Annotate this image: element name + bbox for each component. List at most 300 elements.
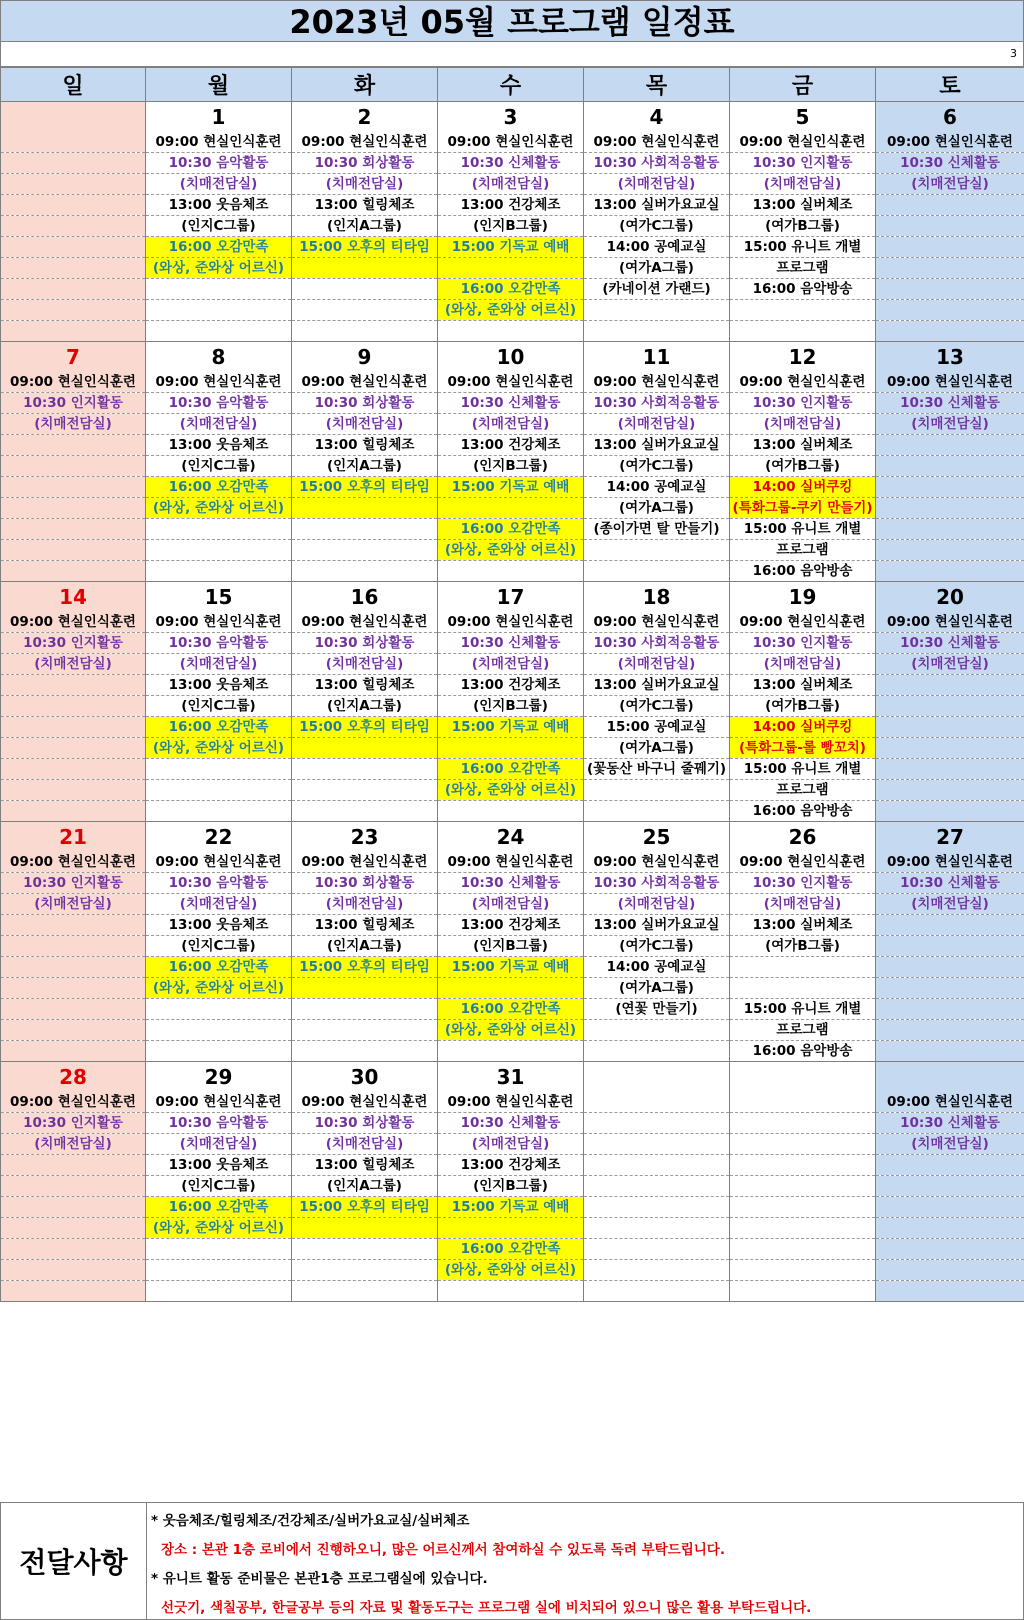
activity-cell-thu xyxy=(584,1176,730,1197)
activity-row xyxy=(1,1041,1024,1062)
activity-row xyxy=(1,894,1024,915)
activity-cell-thu xyxy=(584,1239,730,1260)
activity-row xyxy=(1,1281,1024,1302)
activity-cell-tue: 09:00 현실인식훈련 xyxy=(292,852,438,873)
activity-cell-sat: 10:30 신체활동 xyxy=(876,633,1024,654)
activity-cell-sat xyxy=(876,1281,1024,1302)
activity-cell-fri: 10:30 인지활동 xyxy=(730,393,876,414)
activity-row xyxy=(1,873,1024,894)
activity-cell-wed xyxy=(438,498,584,519)
activity-row xyxy=(1,654,1024,675)
activity-cell-fri: 16:00 음악방송 xyxy=(730,801,876,822)
activity-cell-tue xyxy=(292,498,438,519)
activity-cell-tue: (치매전담실) xyxy=(292,1134,438,1155)
activity-cell-sun xyxy=(1,477,146,498)
activity-cell-sat xyxy=(876,1176,1024,1197)
weekday-thu: 목 xyxy=(584,68,730,102)
activity-cell-thu: 10:30 사회적응활동 xyxy=(584,153,730,174)
page-number: 3 xyxy=(0,42,1024,67)
activity-cell-wed: 16:00 오감만족 xyxy=(438,1239,584,1260)
activity-cell-tue xyxy=(292,801,438,822)
activity-cell-fri: 15:00 유니트 개별 xyxy=(730,999,876,1020)
activity-cell-wed: (인지B그룹) xyxy=(438,936,584,957)
activity-cell-fri: 프로그램 xyxy=(730,258,876,279)
activity-cell-thu: 13:00 실버가요교실 xyxy=(584,435,730,456)
activity-cell-wed: (와상, 준와상 어르신) xyxy=(438,1260,584,1281)
activity-cell-fri: 13:00 실버체조 xyxy=(730,195,876,216)
activity-cell-sun xyxy=(1,675,146,696)
activity-cell-sat: 10:30 신체활동 xyxy=(876,153,1024,174)
activity-row xyxy=(1,717,1024,738)
date-row xyxy=(1,822,1024,853)
activity-cell-sat xyxy=(876,456,1024,477)
date-cell-tue: 23 xyxy=(292,822,438,853)
activity-cell-mon: (인지C그룹) xyxy=(146,696,292,717)
activity-cell-fri: 16:00 음악방송 xyxy=(730,561,876,582)
activity-cell-wed: 09:00 현실인식훈련 xyxy=(438,612,584,633)
activity-cell-tue: 09:00 현실인식훈련 xyxy=(292,1092,438,1113)
activity-cell-fri xyxy=(730,321,876,342)
activity-row xyxy=(1,174,1024,195)
date-cell-sat: 27 xyxy=(876,822,1024,853)
activity-cell-wed: 15:00 기독교 예배 xyxy=(438,1197,584,1218)
activity-cell-thu: (치매전담실) xyxy=(584,174,730,195)
activity-cell-tue: 09:00 현실인식훈련 xyxy=(292,132,438,153)
activity-row xyxy=(1,300,1024,321)
date-cell-tue: 9 xyxy=(292,342,438,373)
activity-cell-tue: (치매전담실) xyxy=(292,654,438,675)
activity-row xyxy=(1,675,1024,696)
activity-cell-tue: (치매전담실) xyxy=(292,174,438,195)
schedule-calendar xyxy=(0,67,1024,1302)
notes-label: 전달사항 xyxy=(1,1503,147,1619)
activity-cell-fri xyxy=(730,1113,876,1134)
date-cell-sat: 20 xyxy=(876,582,1024,613)
activity-cell-sat xyxy=(876,936,1024,957)
activity-cell-tue: (인지A그룹) xyxy=(292,936,438,957)
activity-cell-fri: 프로그램 xyxy=(730,1020,876,1041)
activity-row xyxy=(1,780,1024,801)
activity-cell-thu xyxy=(584,1218,730,1239)
activity-cell-fri: 16:00 음악방송 xyxy=(730,279,876,300)
activity-row xyxy=(1,519,1024,540)
activity-cell-mon: (와상, 준와상 어르신) xyxy=(146,738,292,759)
date-cell-wed: 3 xyxy=(438,102,584,133)
activity-cell-mon xyxy=(146,780,292,801)
activity-row xyxy=(1,1113,1024,1134)
date-cell-tue: 30 xyxy=(292,1062,438,1093)
activity-cell-sun xyxy=(1,1155,146,1176)
activity-cell-mon: 09:00 현실인식훈련 xyxy=(146,612,292,633)
activity-cell-wed: 10:30 신체활동 xyxy=(438,873,584,894)
activity-cell-sat: 09:00 현실인식훈련 xyxy=(876,132,1024,153)
activity-cell-wed: (인지B그룹) xyxy=(438,216,584,237)
activity-row xyxy=(1,321,1024,342)
date-row xyxy=(1,1062,1024,1093)
activity-cell-wed: (인지B그룹) xyxy=(438,696,584,717)
activity-cell-fri: (치매전담실) xyxy=(730,654,876,675)
activity-row xyxy=(1,372,1024,393)
activity-row xyxy=(1,132,1024,153)
activity-cell-fri: (치매전담실) xyxy=(730,894,876,915)
activity-row xyxy=(1,999,1024,1020)
activity-row xyxy=(1,957,1024,978)
activity-row xyxy=(1,936,1024,957)
activity-cell-fri: 10:30 인지활동 xyxy=(730,873,876,894)
activity-cell-wed: (치매전담실) xyxy=(438,1134,584,1155)
note-line-3: * 유니트 활동 준비물은 본관1층 프로그램실에 있습니다. xyxy=(151,1571,488,1587)
activity-cell-tue: 15:00 오후의 티타임 xyxy=(292,477,438,498)
activity-cell-sun xyxy=(1,1260,146,1281)
activity-cell-tue xyxy=(292,300,438,321)
activity-cell-tue: 13:00 힐링체조 xyxy=(292,915,438,936)
activity-row xyxy=(1,216,1024,237)
activity-cell-mon xyxy=(146,1020,292,1041)
activity-cell-sun xyxy=(1,216,146,237)
activity-cell-fri: 프로그램 xyxy=(730,540,876,561)
activity-cell-wed: (인지B그룹) xyxy=(438,1176,584,1197)
activity-cell-wed: (치매전담실) xyxy=(438,174,584,195)
activity-cell-fri xyxy=(730,1218,876,1239)
activity-cell-thu: (여가A그룹) xyxy=(584,258,730,279)
date-cell-sun: 7 xyxy=(1,342,146,373)
activity-cell-sun xyxy=(1,195,146,216)
activity-cell-mon: (치매전담실) xyxy=(146,654,292,675)
activity-cell-mon: 13:00 웃음체조 xyxy=(146,195,292,216)
activity-cell-sat xyxy=(876,519,1024,540)
activity-cell-mon: 16:00 오감만족 xyxy=(146,957,292,978)
activity-cell-tue xyxy=(292,540,438,561)
date-row xyxy=(1,582,1024,613)
activity-cell-thu xyxy=(584,780,730,801)
activity-cell-wed: (치매전담실) xyxy=(438,894,584,915)
activity-cell-wed: 13:00 건강체조 xyxy=(438,1155,584,1176)
activity-cell-sun: 09:00 현실인식훈련 xyxy=(1,372,146,393)
activity-cell-wed xyxy=(438,1281,584,1302)
date-cell-mon: 8 xyxy=(146,342,292,373)
activity-cell-wed: 09:00 현실인식훈련 xyxy=(438,852,584,873)
activity-cell-tue xyxy=(292,759,438,780)
activity-cell-wed xyxy=(438,738,584,759)
activity-cell-sat xyxy=(876,258,1024,279)
activity-cell-wed: 10:30 신체활동 xyxy=(438,1113,584,1134)
activity-cell-thu: 10:30 사회적응활동 xyxy=(584,633,730,654)
date-cell-thu: 4 xyxy=(584,102,730,133)
activity-cell-thu: 15:00 공예교실 xyxy=(584,717,730,738)
activity-cell-fri: 프로그램 xyxy=(730,780,876,801)
activity-cell-tue xyxy=(292,1239,438,1260)
activity-cell-sat xyxy=(876,498,1024,519)
activity-cell-mon: 10:30 음악활동 xyxy=(146,633,292,654)
activity-row xyxy=(1,393,1024,414)
activity-cell-tue xyxy=(292,258,438,279)
activity-cell-tue: 13:00 힐링체조 xyxy=(292,195,438,216)
activity-cell-wed xyxy=(438,1041,584,1062)
activity-cell-sat: 09:00 현실인식훈련 xyxy=(876,1092,1024,1113)
activity-cell-thu: 13:00 실버가요교실 xyxy=(584,195,730,216)
activity-cell-wed: 10:30 신체활동 xyxy=(438,153,584,174)
activity-cell-fri: 09:00 현실인식훈련 xyxy=(730,852,876,873)
activity-cell-sun xyxy=(1,1218,146,1239)
activity-cell-mon: (치매전담실) xyxy=(146,1134,292,1155)
activity-cell-thu xyxy=(584,1092,730,1113)
activity-row xyxy=(1,498,1024,519)
activity-cell-fri xyxy=(730,1281,876,1302)
activity-row xyxy=(1,153,1024,174)
activity-cell-fri: 15:00 유니트 개별 xyxy=(730,237,876,258)
activity-cell-thu: (치매전담실) xyxy=(584,414,730,435)
activity-cell-sun xyxy=(1,132,146,153)
activity-cell-sun: 09:00 현실인식훈련 xyxy=(1,852,146,873)
activity-cell-sun xyxy=(1,279,146,300)
activity-cell-fri: 16:00 음악방송 xyxy=(730,1041,876,1062)
date-cell-sat: 6 xyxy=(876,102,1024,133)
activity-cell-sat: 10:30 신체활동 xyxy=(876,873,1024,894)
activity-cell-wed: 16:00 오감만족 xyxy=(438,999,584,1020)
activity-cell-thu: 13:00 실버가요교실 xyxy=(584,915,730,936)
date-cell-mon: 1 xyxy=(146,102,292,133)
activity-row xyxy=(1,561,1024,582)
activity-cell-thu: (연꽃 만들기) xyxy=(584,999,730,1020)
activity-cell-fri: (치매전담실) xyxy=(730,174,876,195)
activity-cell-sat: (치매전담실) xyxy=(876,894,1024,915)
activity-cell-sat xyxy=(876,477,1024,498)
activity-cell-sun xyxy=(1,1281,146,1302)
weekday-fri: 금 xyxy=(730,68,876,102)
activity-cell-tue xyxy=(292,978,438,999)
activity-cell-tue: (치매전담실) xyxy=(292,894,438,915)
activity-row xyxy=(1,279,1024,300)
date-cell-thu: 25 xyxy=(584,822,730,853)
activity-cell-wed: 16:00 오감만족 xyxy=(438,279,584,300)
date-cell-fri: 19 xyxy=(730,582,876,613)
activity-cell-mon: 13:00 웃음체조 xyxy=(146,915,292,936)
activity-cell-fri: 14:00 실버쿠킹 xyxy=(730,477,876,498)
activity-row xyxy=(1,1176,1024,1197)
activity-cell-thu: 10:30 사회적응활동 xyxy=(584,873,730,894)
activity-row xyxy=(1,414,1024,435)
activity-cell-sat xyxy=(876,717,1024,738)
activity-cell-mon xyxy=(146,561,292,582)
activity-cell-mon: (와상, 준와상 어르신) xyxy=(146,498,292,519)
activity-cell-mon: (와상, 준와상 어르신) xyxy=(146,978,292,999)
activity-cell-wed: 15:00 기독교 예배 xyxy=(438,477,584,498)
activity-cell-sun: 10:30 인지활동 xyxy=(1,873,146,894)
activity-cell-tue: (인지A그룹) xyxy=(292,456,438,477)
activity-cell-tue xyxy=(292,1260,438,1281)
activity-cell-fri: 15:00 유니트 개별 xyxy=(730,519,876,540)
activity-cell-thu xyxy=(584,1155,730,1176)
activity-cell-tue: 13:00 힐링체조 xyxy=(292,675,438,696)
activity-cell-mon: 16:00 오감만족 xyxy=(146,717,292,738)
activity-cell-sat: 10:30 신체활동 xyxy=(876,1113,1024,1134)
activity-cell-wed: 15:00 기독교 예배 xyxy=(438,717,584,738)
activity-cell-sun xyxy=(1,1176,146,1197)
activity-row xyxy=(1,696,1024,717)
activity-cell-mon: 10:30 음악활동 xyxy=(146,1113,292,1134)
activity-cell-wed: (인지B그룹) xyxy=(438,456,584,477)
activity-cell-thu: 09:00 현실인식훈련 xyxy=(584,612,730,633)
activity-cell-sun xyxy=(1,321,146,342)
activity-cell-tue: 10:30 회상활동 xyxy=(292,633,438,654)
activity-cell-mon xyxy=(146,1260,292,1281)
activity-cell-sat xyxy=(876,1041,1024,1062)
activity-cell-sun xyxy=(1,174,146,195)
activity-cell-thu: (종이가면 탈 만들기) xyxy=(584,519,730,540)
activity-cell-wed: (치매전담실) xyxy=(438,414,584,435)
activity-cell-mon: (와상, 준와상 어르신) xyxy=(146,258,292,279)
activity-cell-fri xyxy=(730,1176,876,1197)
activity-cell-sun xyxy=(1,519,146,540)
activity-cell-mon: 16:00 오감만족 xyxy=(146,237,292,258)
activity-cell-sat xyxy=(876,780,1024,801)
note-line-2: 장소 : 본관 1층 로비에서 진행하오니, 많은 어르신께서 참여하실 수 있도록 독려 부탁드립니다. xyxy=(161,1542,725,1558)
activity-cell-sun: (치매전담실) xyxy=(1,1134,146,1155)
activity-cell-fri: 14:00 실버쿠킹 xyxy=(730,717,876,738)
date-cell-wed: 31 xyxy=(438,1062,584,1093)
activity-cell-wed: 10:30 신체활동 xyxy=(438,393,584,414)
activity-cell-tue: 15:00 오후의 티타임 xyxy=(292,237,438,258)
activity-cell-mon xyxy=(146,279,292,300)
activity-cell-tue xyxy=(292,1020,438,1041)
activity-cell-sat: (치매전담실) xyxy=(876,1134,1024,1155)
activity-cell-fri xyxy=(730,1197,876,1218)
activity-cell-sun xyxy=(1,801,146,822)
activity-cell-fri: 09:00 현실인식훈련 xyxy=(730,612,876,633)
activity-cell-mon: 13:00 웃음체조 xyxy=(146,435,292,456)
activity-cell-tue xyxy=(292,738,438,759)
date-cell-fri: 5 xyxy=(730,102,876,133)
activity-cell-mon: (인지C그룹) xyxy=(146,216,292,237)
activity-cell-wed xyxy=(438,1218,584,1239)
activity-cell-fri: (여가B그룹) xyxy=(730,456,876,477)
activity-cell-thu xyxy=(584,321,730,342)
activity-cell-sun xyxy=(1,696,146,717)
activity-cell-sat xyxy=(876,300,1024,321)
activity-cell-thu: (여가C그룹) xyxy=(584,936,730,957)
activity-cell-mon: 09:00 현실인식훈련 xyxy=(146,1092,292,1113)
activity-cell-wed: 13:00 건강체조 xyxy=(438,915,584,936)
activity-cell-fri: (여가B그룹) xyxy=(730,216,876,237)
activity-row xyxy=(1,852,1024,873)
activity-cell-sat: (치매전담실) xyxy=(876,414,1024,435)
activity-row xyxy=(1,801,1024,822)
activity-cell-fri: 09:00 현실인식훈련 xyxy=(730,372,876,393)
activity-cell-thu: (여가C그룹) xyxy=(584,216,730,237)
activity-cell-mon xyxy=(146,300,292,321)
activity-cell-fri: (특화그룹-롤 빵꼬치) xyxy=(730,738,876,759)
activity-row xyxy=(1,1092,1024,1113)
activity-cell-fri xyxy=(730,1155,876,1176)
activity-cell-sun xyxy=(1,258,146,279)
activity-row xyxy=(1,612,1024,633)
date-cell-thu: 18 xyxy=(584,582,730,613)
activity-cell-sun xyxy=(1,300,146,321)
date-cell-sat xyxy=(876,1062,1024,1093)
activity-cell-sun xyxy=(1,1020,146,1041)
activity-cell-wed: (와상, 준와상 어르신) xyxy=(438,540,584,561)
activity-cell-sat xyxy=(876,738,1024,759)
activity-cell-tue: 10:30 회상활동 xyxy=(292,873,438,894)
activity-cell-mon: 10:30 음악활동 xyxy=(146,153,292,174)
activity-cell-sun xyxy=(1,738,146,759)
activity-cell-thu xyxy=(584,300,730,321)
activity-cell-mon xyxy=(146,1281,292,1302)
date-cell-fri xyxy=(730,1062,876,1093)
activity-cell-fri: (여가B그룹) xyxy=(730,936,876,957)
activity-row xyxy=(1,1155,1024,1176)
activity-cell-tue: (인지A그룹) xyxy=(292,216,438,237)
activity-cell-sun: 10:30 인지활동 xyxy=(1,633,146,654)
activity-cell-wed: 10:30 신체활동 xyxy=(438,633,584,654)
activity-cell-thu: (치매전담실) xyxy=(584,894,730,915)
activity-cell-thu: 14:00 공예교실 xyxy=(584,957,730,978)
activity-cell-sun: 10:30 인지활동 xyxy=(1,1113,146,1134)
activity-cell-sat xyxy=(876,561,1024,582)
activity-row xyxy=(1,195,1024,216)
note-line-1: * 웃음체조/힐링체조/건강체조/실버가요교실/실버체조 xyxy=(151,1513,470,1529)
activity-cell-fri: (여가B그룹) xyxy=(730,696,876,717)
activity-cell-sat xyxy=(876,1218,1024,1239)
activity-cell-sat xyxy=(876,216,1024,237)
activity-cell-thu xyxy=(584,1134,730,1155)
activity-cell-wed: (치매전담실) xyxy=(438,654,584,675)
activity-cell-sat xyxy=(876,279,1024,300)
activity-cell-wed: 16:00 오감만족 xyxy=(438,759,584,780)
activity-cell-fri xyxy=(730,957,876,978)
date-cell-wed: 24 xyxy=(438,822,584,853)
activity-row xyxy=(1,1218,1024,1239)
activity-cell-thu: (여가A그룹) xyxy=(584,498,730,519)
activity-row xyxy=(1,978,1024,999)
activity-row xyxy=(1,456,1024,477)
activity-cell-sat xyxy=(876,759,1024,780)
activity-cell-fri: 13:00 실버체조 xyxy=(730,435,876,456)
activity-cell-fri xyxy=(730,1134,876,1155)
activity-cell-wed: 13:00 건강체조 xyxy=(438,435,584,456)
activity-cell-sat xyxy=(876,540,1024,561)
activity-cell-fri: 15:00 유니트 개별 xyxy=(730,759,876,780)
activity-cell-tue xyxy=(292,1218,438,1239)
activity-cell-mon xyxy=(146,1041,292,1062)
activity-row xyxy=(1,1260,1024,1281)
activity-cell-sun xyxy=(1,153,146,174)
activity-cell-mon: 09:00 현실인식훈련 xyxy=(146,132,292,153)
activity-cell-sat: (치매전담실) xyxy=(876,174,1024,195)
activity-cell-wed: 15:00 기독교 예배 xyxy=(438,957,584,978)
activity-cell-sun xyxy=(1,759,146,780)
activity-cell-wed xyxy=(438,561,584,582)
activity-cell-sat xyxy=(876,978,1024,999)
activity-cell-mon: (치매전담실) xyxy=(146,174,292,195)
activity-cell-fri xyxy=(730,978,876,999)
activity-cell-tue xyxy=(292,780,438,801)
activity-cell-sat xyxy=(876,321,1024,342)
activity-cell-wed: (와상, 준와상 어르신) xyxy=(438,300,584,321)
activity-cell-tue xyxy=(292,321,438,342)
activity-cell-thu: 09:00 현실인식훈련 xyxy=(584,372,730,393)
activity-cell-thu xyxy=(584,1281,730,1302)
activity-cell-fri: (특화그룹-쿠키 만들기) xyxy=(730,498,876,519)
activity-cell-thu: (꽃동산 바구니 줄꿰기) xyxy=(584,759,730,780)
activity-cell-thu: (여가C그룹) xyxy=(584,696,730,717)
activity-cell-sat xyxy=(876,1155,1024,1176)
activity-cell-wed: (와상, 준와상 어르신) xyxy=(438,1020,584,1041)
date-row xyxy=(1,342,1024,373)
activity-cell-thu: 10:30 사회적응활동 xyxy=(584,393,730,414)
activity-cell-sun xyxy=(1,498,146,519)
activity-cell-sun xyxy=(1,1041,146,1062)
